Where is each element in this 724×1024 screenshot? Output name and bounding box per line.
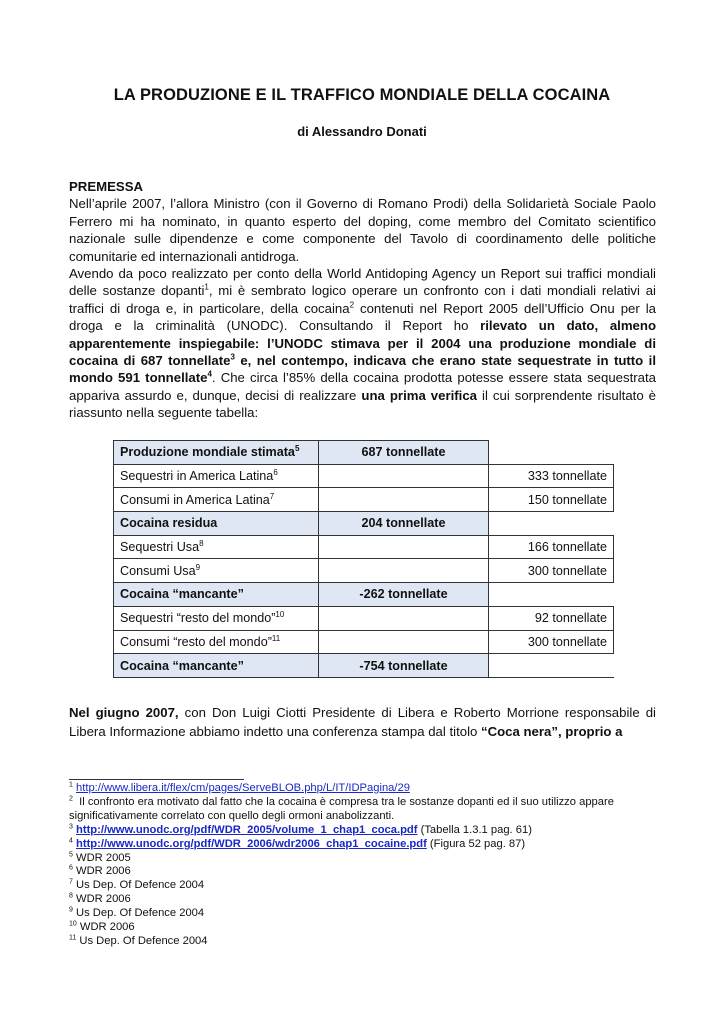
footnote-number: 8: [69, 892, 73, 900]
text-run: Avendo da poco realizzato per conto della World Antidoping Agency un Report sui traffici mondiali delle sostanze dopanti: [69, 266, 656, 299]
footnote-3: [69, 824, 656, 838]
row-value-cell: 300 tonnellate: [489, 630, 614, 654]
bold-text-run: Nel giugno 2007,: [69, 705, 179, 720]
row-label: Consumi “resto del mondo”: [120, 634, 272, 649]
row-label-cell: [114, 583, 319, 607]
footnote-11: [69, 935, 656, 949]
footnote-text: WDR 2006: [76, 893, 131, 906]
footnote-ref[interactable]: 11: [271, 633, 281, 643]
footnotes: [69, 782, 656, 949]
footnote-link[interactable]: http://www.unodc.org/pdf/WDR_2006/wdr2006_chap1_cocaine.pdf: [76, 837, 427, 850]
row-value-cell: 300 tonnellate: [489, 559, 614, 583]
row-value-cell: [489, 583, 614, 607]
row-label: Cocaina “mancante”: [120, 587, 244, 602]
footnote-number: 9: [69, 906, 73, 914]
footnote-4: [69, 838, 656, 852]
footnote-ref[interactable]: 7: [269, 491, 275, 501]
row-value-cell: 333 tonnellate: [489, 464, 614, 488]
row-total-cell: -754 tonnellate: [319, 654, 489, 678]
row-total-cell: 204 tonnellate: [319, 512, 489, 536]
row-label: Consumi Usa: [120, 563, 196, 578]
footnote-text: WDR 2005: [76, 851, 131, 864]
footnote-ref[interactable]: 8: [199, 538, 204, 548]
author-byline: di Alessandro Donati: [297, 124, 427, 139]
footnote-number: 4: [69, 836, 73, 844]
footnote-7: [69, 879, 656, 893]
table-row: [114, 654, 614, 678]
row-label: Sequestri in America Latina: [120, 469, 274, 484]
row-label: Sequestri Usa: [120, 540, 200, 555]
table-row: [114, 630, 614, 654]
bold-text-run: “Coca nera”, proprio a: [481, 723, 623, 739]
table-body: [114, 441, 614, 678]
footnote-9: [69, 907, 656, 921]
row-value-cell: [489, 654, 614, 678]
table-row: [114, 583, 614, 607]
footnote-5: [69, 852, 656, 866]
footnote-ref[interactable]: 4: [207, 370, 212, 380]
text-run: . Che circa l’85% della cocaina prodotta potesse essere stata sequestrata appariva assurdo e, dunque, decisi di realizzare: [69, 370, 656, 403]
footnote-2: [69, 796, 656, 824]
footnote-text: Us Dep. Of Defence 2004: [76, 879, 205, 892]
footnote-text: Us Dep. Of Defence 2004: [79, 934, 208, 947]
footnote-ref[interactable]: 9: [195, 562, 201, 572]
footnote-ref[interactable]: 2: [349, 300, 355, 310]
row-value-cell: [489, 441, 614, 465]
row-total-cell: [319, 488, 489, 512]
footnote-text: (Figura 52 pag. 87): [426, 837, 526, 850]
text-run: , mi è sembrato logico operare un confronto con i dati mondiali relativi ai traffici di droga e, in particolare, della cocaina: [69, 283, 656, 316]
table-row: [114, 488, 614, 512]
footnote-8: [69, 893, 656, 907]
bold-text-run: rilevato un dato, almeno apparentemente inspiegabile: l’UNODC stimava per il 2004 una produzione mondiale di cocaina di 687 tonnellate: [69, 318, 656, 369]
row-label: Produzione mondiale stimata: [120, 445, 295, 460]
row-value-cell: [489, 512, 614, 536]
row-total-cell: [319, 606, 489, 630]
footnote-number: 11: [69, 934, 77, 942]
text-run: con Don Luigi Ciotti Presidente di Libera e Roberto Morrione responsabile di Libera Informazione abbiamo indetto una conferenza stampa dal titolo: [69, 705, 656, 739]
row-label: Cocaina residua: [120, 516, 218, 531]
paragraph-giugno: [69, 704, 656, 741]
row-value-cell: 92 tonnellate: [489, 606, 614, 630]
footnote-ref[interactable]: 1: [204, 283, 209, 293]
footnote-ref[interactable]: 10: [275, 609, 285, 619]
row-total-cell: [319, 464, 489, 488]
row-total-cell: 687 tonnellate: [319, 441, 489, 465]
footnote-number: 2: [69, 795, 73, 803]
footnote-number: 10: [69, 920, 77, 928]
row-total-cell: [319, 630, 489, 654]
paragraph-text: [69, 704, 656, 741]
footnote-link[interactable]: http://www.libera.it/flex/cm/pages/ServeBLOB.php/L/IT/IDPagina/29: [76, 782, 410, 794]
text-run: il cui sorprendente risultato è riassunto nella seguente tabella:: [69, 387, 657, 421]
cocaine-balance-table: [113, 440, 614, 678]
footnote-ref[interactable]: 5: [294, 444, 300, 454]
footnote-text: Il confronto era motivato dal fatto che la cocaina è compresa tra le sostanze dopanti ed il suo utilizzo appare significativamente correlato con quello degli ormoni anabolizzanti.: [69, 795, 614, 822]
row-label-cell: [114, 535, 319, 559]
table-row: [114, 606, 614, 630]
footnote-ref[interactable]: 3: [230, 352, 235, 362]
row-total-cell: -262 tonnellate: [319, 583, 489, 607]
table-row: [114, 512, 614, 536]
footnote-link[interactable]: http://www.unodc.org/pdf/WDR_2005/volume_1_chap1_coca.pdf: [76, 823, 418, 836]
row-value-cell: 150 tonnellate: [489, 488, 614, 512]
table-row: [114, 441, 614, 465]
row-total-cell: [319, 535, 489, 559]
footnote-number: 7: [69, 878, 73, 886]
footnote-number: 1: [69, 781, 73, 789]
row-label-cell: [114, 559, 319, 583]
row-label-cell: [114, 630, 319, 654]
bold-text-run: e, nel contempo, indicava che erano state sequestrate in tutto il mondo 591 tonnellate: [69, 353, 656, 386]
footnote-10: [69, 921, 656, 935]
row-label: Sequestri “resto del mondo”: [120, 611, 276, 626]
paragraph-premessa: Nell’aprile 2007, l’allora Ministro (con il Governo di Romano Prodi) della Solidarietà Sociale Paolo Ferrero mi ha nominato, in quanto esperto del doping, come membro del Comitato scientifico nazionale sulle dipendenze e come componente del Tavolo di coordinamento delle politiche comunitarie ed internazionali antidroga.: [69, 196, 656, 264]
row-label-cell: [114, 606, 319, 630]
footnote-number: 5: [69, 850, 73, 858]
footnote-ref[interactable]: 6: [273, 467, 278, 477]
row-label: Cocaina “mancante”: [120, 658, 244, 673]
table-row: [114, 464, 614, 488]
text-run: contenuti nel Report 2005 dell’Ufficio Onu per la droga e la criminalità (UNODC). Consultando il Report ho: [69, 300, 656, 334]
paragraph-report: [69, 265, 656, 422]
footnote-divider: [69, 779, 244, 780]
footnote-1: [69, 782, 656, 796]
row-label-cell: [114, 654, 319, 678]
table-row: [114, 535, 614, 559]
footnote-text: WDR 2006: [79, 921, 135, 934]
footnote-number: 3: [69, 822, 73, 830]
row-value-cell: 166 tonnellate: [489, 535, 614, 559]
footnote-6: [69, 865, 656, 879]
document-title: LA PRODUZIONE E IL TRAFFICO MONDIALE DELLA COCAINA: [113, 86, 611, 104]
footnote-number: 6: [69, 864, 73, 872]
row-label: Consumi in America Latina: [120, 492, 270, 507]
bold-text-run: una prima verifica: [361, 387, 477, 403]
row-label-cell: [114, 512, 319, 536]
row-label-cell: [114, 488, 319, 512]
main-text: [69, 178, 656, 422]
row-label-cell: [114, 464, 319, 488]
footnote-text: Us Dep. Of Defence 2004: [76, 907, 205, 920]
section-heading: PREMESSA: [69, 179, 144, 194]
row-total-cell: [319, 559, 489, 583]
footnote-text: (Tabella 1.3.1 pag. 61): [417, 823, 532, 836]
row-label-cell: [114, 441, 319, 465]
footnote-text: WDR 2006: [76, 865, 131, 878]
table-row: [114, 559, 614, 583]
